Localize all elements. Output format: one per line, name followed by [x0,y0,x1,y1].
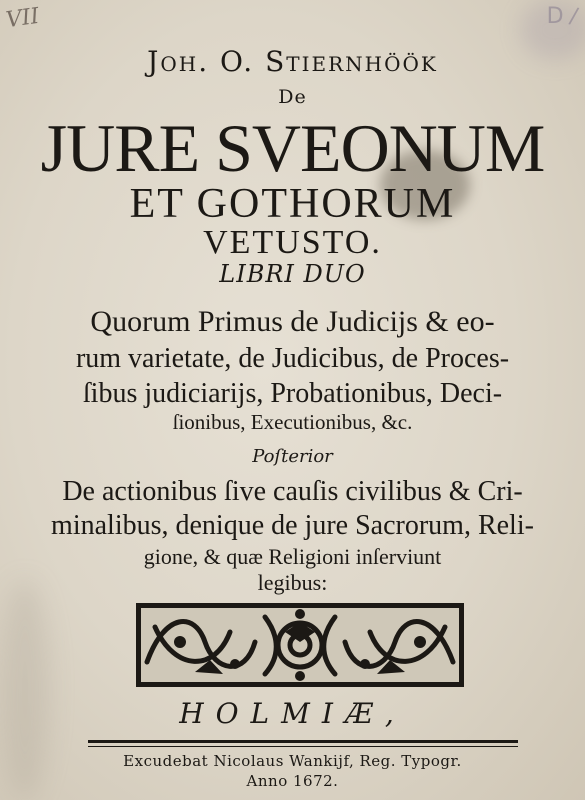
posterior-line: minalibus, denique de jure Sacrorum, Reli- [51,510,534,541]
posterior-line: legibus: [257,570,328,595]
author-name: Joh. O. Stiernhöök [147,45,438,78]
main-title-line-2: ET GOTHORUM [129,181,456,227]
main-title-line-1: JURE SVEONUM [40,110,545,186]
imprint-rule [88,746,518,747]
primus-line: Quorum Primus de Judicijs & eo- [90,305,495,338]
posterior-heading: Poſterior [252,446,333,467]
shelfmark-letter: D [546,4,564,29]
imprint-rule [88,740,518,743]
imprint-place: HOLMIÆ, [179,697,406,730]
pen-stroke-icon: / [567,3,580,30]
primus-line: ſionibus, Executionibus, &c. [172,410,413,434]
main-title-line-3: VETUSTO. [203,224,382,261]
subtitle-libri: LIBRI DUO [219,260,366,288]
title-preposition: De [278,86,307,108]
primus-line: ſibus judiciarijs, Probationibus, Deci- [82,378,503,409]
printers-ornament [135,602,465,688]
imprint-year: Anno 1672. [246,772,339,790]
posterior-line: gione, & quæ Religioni inſerviunt [143,544,442,569]
imprint-printer: Excudebat Nicolaus Wankijf, Reg. Typogr. [123,752,462,770]
posterior-line: De actionibus ſive cauſis civilibus & Cri- [62,476,523,507]
primus-line: rum varietate, de Judicibus, de Proces- [75,343,510,374]
handwritten-marginal-note: VII [4,3,41,34]
handwritten-shelfmark [546,3,580,30]
